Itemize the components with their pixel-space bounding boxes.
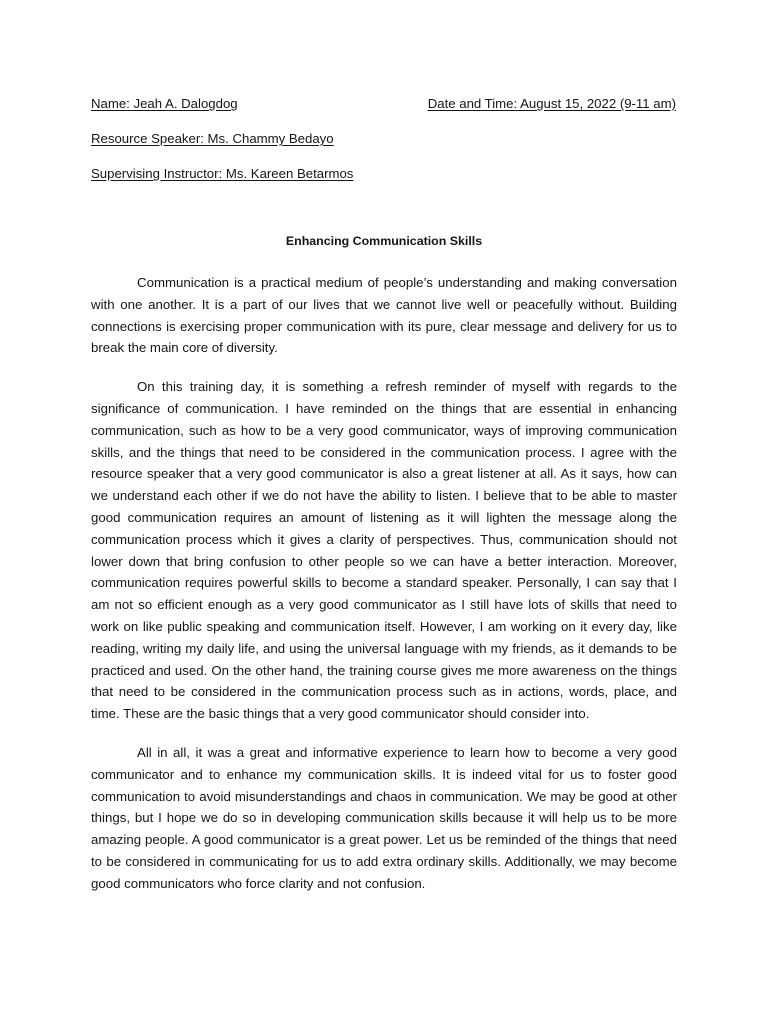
header-row-name-date <box>91 95 676 113</box>
document-body <box>91 272 677 912</box>
student-name: Name: Jeah A. Dalogdog <box>91 96 238 111</box>
header-row-supervising-instructor <box>91 165 676 183</box>
resource-speaker: Resource Speaker: Ms. Chammy Bedayo <box>91 131 334 146</box>
date-and-time: Date and Time: August 15, 2022 (9-11 am) <box>427 96 676 111</box>
supervising-instructor: Supervising Instructor: Ms. Kareen Betarmos <box>91 166 354 181</box>
paragraph-3: All in all, it was a great and informative experience to learn how to become a very good communicator and to enhance my communication skills. It is indeed vital for us to foster good communication to avoid misunderstandings and chaos in communication. We may be good at other things, but I hope we do so in developing communication skills because it will help us to be more amazing people. A good communicator is a great power. Let us be reminded of the things that need to be considered in communicating for us to add extra ordinary skills. Additionally, we may become good communicators who force clarity and not confusion. <box>91 744 677 891</box>
paragraph-1: Communication is a practical medium of people’s understanding and making conversation with one another. It is a part of our lives that we cannot live well or peacefully without. Building connections is exercising proper communication with its pure, clear message and delivery for us to break the main core of diversity. <box>91 275 677 356</box>
header-row-resource-speaker <box>91 130 676 148</box>
document-title: Enhancing Communication Skills <box>285 234 483 248</box>
paragraph-2: On this training day, it is something a refresh reminder of myself with regards to the significance of communication. I have reminded on the things that are essential in enhancing communication, such as how to be a very good communicator, ways of improving communication skills, and the things that need to be considered in the communication process. I agree with the resource speaker that a very good communicator is also a great listener at all. As it says, how can we understand each other if we do not have the ability to listen. I believe that to be able to master good communication requires an amount of listening as it will lighten the message along the communication process which it gives a clarity of perspectives. Thus, communication should not lower down that bring confusion to other people so we can have a better interaction. Moreover, communication requires powerful skills to become a standard speaker. Personally, I can say that I am not so efficient enough as a very good communicator as I still have lots of skills that need to work on like public speaking and communication itself. However, I am working on it every day, like reading, writing my daily life, and using the universal language with my friends, as it demands to be practiced and used. On the other hand, the training course gives me more awareness on the things that need to be considered in the communication process such as in actions, words, place, and time. These are the basic things that a very good communicator should consider into. <box>91 379 677 722</box>
